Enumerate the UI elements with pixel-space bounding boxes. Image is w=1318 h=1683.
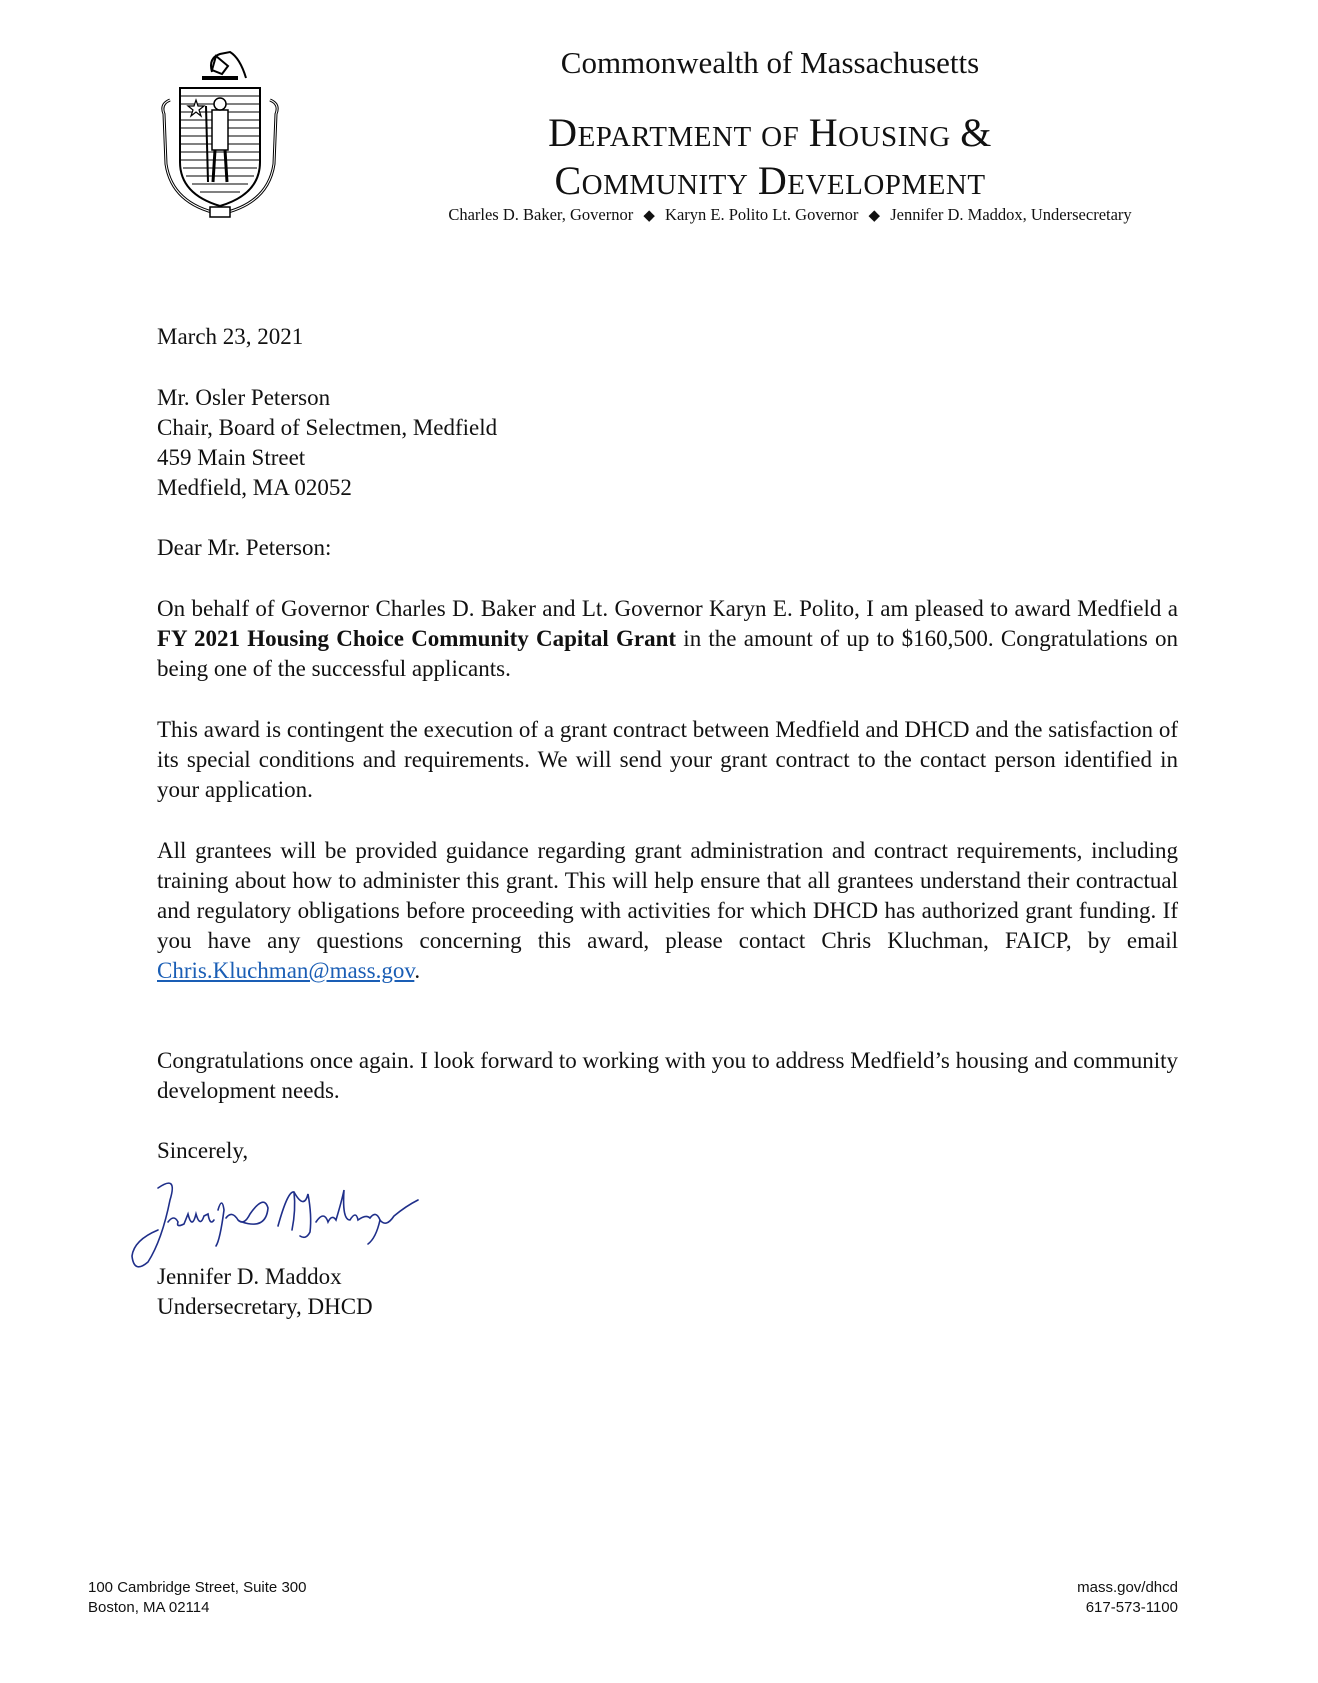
footer-address-line1: 100 Cambridge Street, Suite 300 <box>88 1579 307 1596</box>
paragraph-award-text: On behalf of Governor Charles D. Baker and Lt. Governor Karyn E. Polito, I am pleased to award Medfield a <box>157 596 1178 621</box>
recipient-street: 459 Main Street <box>157 445 306 470</box>
dept-word-epartment: EPARTMENT <box>577 121 752 153</box>
official-governor: Charles D. Baker, Governor <box>448 205 634 224</box>
dept-word-ommunity: OMMUNITY <box>581 169 749 201</box>
paragraph-contingency: This award is contingent the execution of a grant contract between Medfield and DHCD and the satisfaction of its special conditions and requirements. We will send your grant contract to the contact person identified in your application. <box>157 717 1178 802</box>
paragraph-award-amount: in the amount of up to $160,500. Congratulations on being one of the successful applicants. <box>157 626 1178 681</box>
dept-word-of: OF <box>761 121 800 153</box>
dept-initial-h: H <box>808 110 839 155</box>
paragraph-award <box>157 594 1178 684</box>
commonwealth-heading: Commonwealth of Massachusetts <box>560 45 980 80</box>
recipient-address <box>157 383 1178 503</box>
dept-ampersand: & <box>960 110 992 155</box>
contact-email-link[interactable]: Chris.Kluchman@mass.gov <box>157 958 415 983</box>
closing: Sincerely, <box>157 1138 249 1163</box>
paragraph-guidance-text: All grantees will be provided guidance regarding grant administration and contract requirements, including training about how to administer this grant. This will help ensure that all grantees understand their contractual and regulatory obligations before proceeding with activities for which DHCD has authorized grant funding. If you have any questions concerning this award, please contact Chris Kluchman, FAICP, by email <box>157 838 1178 953</box>
officials-line <box>360 205 1220 225</box>
paragraph-guidance <box>157 836 1178 986</box>
recipient-city: Medfield, MA 02052 <box>157 475 352 500</box>
official-undersecretary: Jennifer D. Maddox, Undersecretary <box>890 205 1132 224</box>
dept-initial-c: C <box>554 158 582 203</box>
dept-initial-d: D <box>548 110 578 155</box>
signer-title: Undersecretary, DHCD <box>157 1294 373 1319</box>
grant-name: FY 2021 Housing Choice Community Capital Grant <box>157 626 677 651</box>
paragraph-guidance-end: . <box>414 958 421 983</box>
official-lt-governor: Karyn E. Polito Lt. Governor <box>665 205 859 224</box>
dept-word-evelopment: EVELOPMENT <box>787 169 986 201</box>
footer-address-line2: Boston, MA 02114 <box>88 1599 210 1616</box>
massachusetts-seal-icon <box>150 44 290 219</box>
department-name-line2 <box>330 160 1210 206</box>
diamond-separator-icon: ◆ <box>868 208 881 224</box>
signer-block <box>157 1262 1178 1322</box>
footer-contact <box>1077 1578 1178 1618</box>
footer-website: mass.gov/dhcd <box>1077 1579 1178 1596</box>
signer-name: Jennifer D. Maddox <box>157 1264 342 1289</box>
footer-address <box>88 1578 306 1618</box>
letter-date: March 23, 2021 <box>157 324 304 349</box>
paragraph-closing: Congratulations once again. I look forward to working with you to address Medfield’s housing and community development needs. <box>157 1048 1178 1103</box>
diamond-separator-icon: ◆ <box>643 208 655 224</box>
recipient-name: Mr. Osler Peterson <box>157 385 331 410</box>
department-name-line1 <box>330 112 1210 158</box>
salutation: Dear Mr. Peterson: <box>157 535 332 560</box>
footer-phone: 617-573-1100 <box>1085 1599 1178 1616</box>
dept-word-ousing: OUSING <box>838 121 951 153</box>
dept-initial-d2: D <box>757 158 788 203</box>
recipient-title: Chair, Board of Selectmen, Medfield <box>157 415 498 440</box>
